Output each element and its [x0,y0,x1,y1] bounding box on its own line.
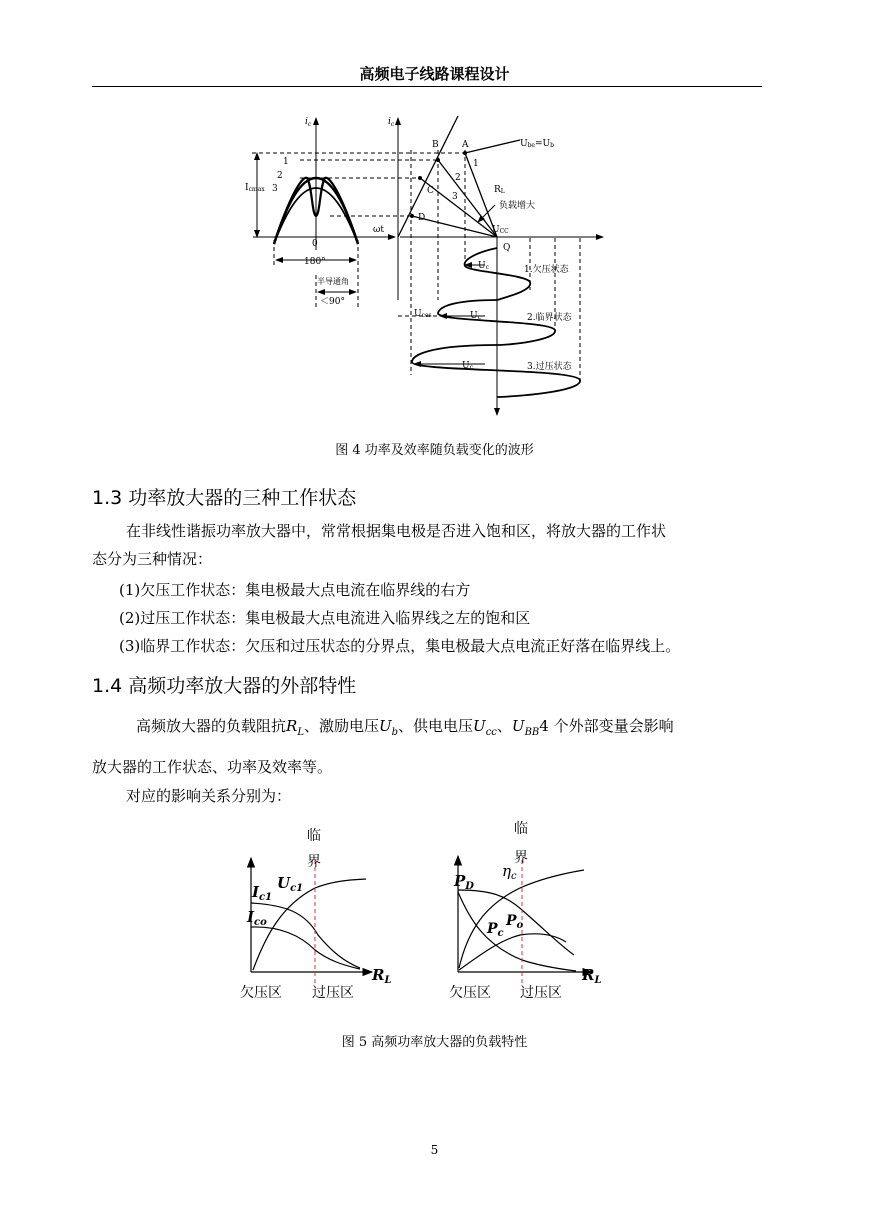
list-item-1: (1)欠压工作状态：集电极最大点电流在临界线的右方 [119,581,471,599]
curve-po [459,934,566,970]
list-item-3: (3)临界工作状态：欠压和过压状态的分界点，集电极最大点电流正好落在临界线上。 [119,637,681,655]
fig4-point-D: D [418,213,426,223]
fig4-line-1-label: 1 [473,159,479,169]
fig5-ic1-label: $I_{c1}$ [252,883,273,903]
critical-line [398,116,458,237]
page-number: 5 [430,1143,439,1157]
fig5-left-rl-label: $R_L$ [372,966,392,986]
fig4-180-label: 180° [304,257,326,267]
section-1-4-para-1-line-1: 高频放大器的负载阻抗$R_L$、激励电压$U_b$、供电电压$U_{cc}$、$U_{BB}4$ 个外部变量会影响 [136,717,674,738]
figure-4-waveforms [240,108,620,424]
fig4-state-3-label: 3.过压状态 [527,362,572,372]
header-rule [92,86,762,87]
fig5-eta-label: $\eta_c$ [502,862,517,882]
fig4-point-A: A [462,140,469,150]
fig4-ube-label: Ube=Ub [520,139,554,149]
fig4-uc-label-3: Uc [462,361,473,371]
section-1-3-para-line-1: 在非线性谐振功率放大器中，常常根据集电极是否进入饱和区，将放大器的工作状 [126,522,667,540]
list-item-2: (2)过压工作状态：集电极最大点电流进入临界线之左的饱和区 [119,609,531,627]
page-header-title: 高频电子线路课程设计 [359,65,510,83]
fig4-icmax-label: Icmax [245,183,265,193]
fig5-left-critical-2: 界 [307,854,321,870]
fig5-ico-label: $I_{co}$ [247,908,267,928]
fig4-uc-label-2: Uc [470,311,481,321]
section-1-4-para-2: 对应的影响关系分别为： [126,787,292,805]
fig4-ic-right-label: $i_c$ [388,117,395,128]
fig4-point-C: C [427,186,434,196]
fig5-left-overdriven-region: 过压区 [312,985,354,1001]
fig4-line-3-label: 3 [452,192,458,202]
curve-pc [458,892,576,971]
fig4-point-Q: Q [503,243,511,253]
fig4-point-B: B [432,140,439,150]
fig5-right-critical-2: 界 [514,850,528,866]
fig4-curve-1-label: 1 [283,157,289,167]
fig5-pc-label: $P_c$ [487,921,504,939]
fig5-left-underdriven-region: 欠压区 [240,985,282,1001]
curve-ic1 [251,903,360,968]
fig4-ucc-label: UCC [492,225,509,235]
fig4-state-1-label: 1.欠压状态 [524,265,569,275]
fig4-curve-2-label: 2 [277,171,283,181]
figure-4-caption: 图 4 功率及效率随负载变化的波形 [335,443,534,458]
section-1-3-para-line-2: 态分为三种情况： [92,550,213,568]
fig4-rl-label: RL [494,185,505,195]
fig5-right-critical-1: 临 [514,821,528,837]
fig4-state-2-label: 2.临界状态 [527,313,572,323]
figure-5-left-chart [236,815,396,1005]
fig4-uces-label: Uces [414,309,432,319]
figure-5-right-chart [444,815,609,1005]
fig5-right-underdriven-region: 欠压区 [449,985,491,1001]
fig5-right-rl-label: $R_L$ [582,966,602,986]
fig4-ic-left-label: $i_c$ [305,117,312,128]
fig5-left-critical-1: 临 [307,828,321,844]
curve-ico [251,927,360,969]
fig4-line-2-label: 2 [455,173,461,183]
section-1-4-para-1-line-2: 放大器的工作状态、功率及效率等。 [92,758,333,776]
fig5-pd-label: $P_D$ [454,872,474,892]
fig5-uc1-label: $U_{c1}$ [277,874,304,894]
fig4-conduction-angle-label: 半导通角 [317,277,349,286]
fig4-load-increase-label: 负载增大 [499,201,536,211]
fig4-omega-t-label: ωt [373,225,384,235]
figure-5-caption: 图 5 高频功率放大器的负载特性 [341,1035,528,1050]
fig4-curve-3-label: 3 [272,184,278,194]
fig4-origin-label: 0 [312,239,318,249]
fig4-uc-label-1: Uc [478,261,489,271]
fig4-lt90-label: ＜90° [320,297,345,307]
section-1-4-title: 1.4 高频功率放大器的外部特性 [92,675,357,697]
fig5-po-label: $P_o$ [506,913,524,931]
fig5-right-overdriven-region: 过压区 [520,985,562,1001]
section-1-3-title: 1.3 功率放大器的三种工作状态 [92,487,357,509]
